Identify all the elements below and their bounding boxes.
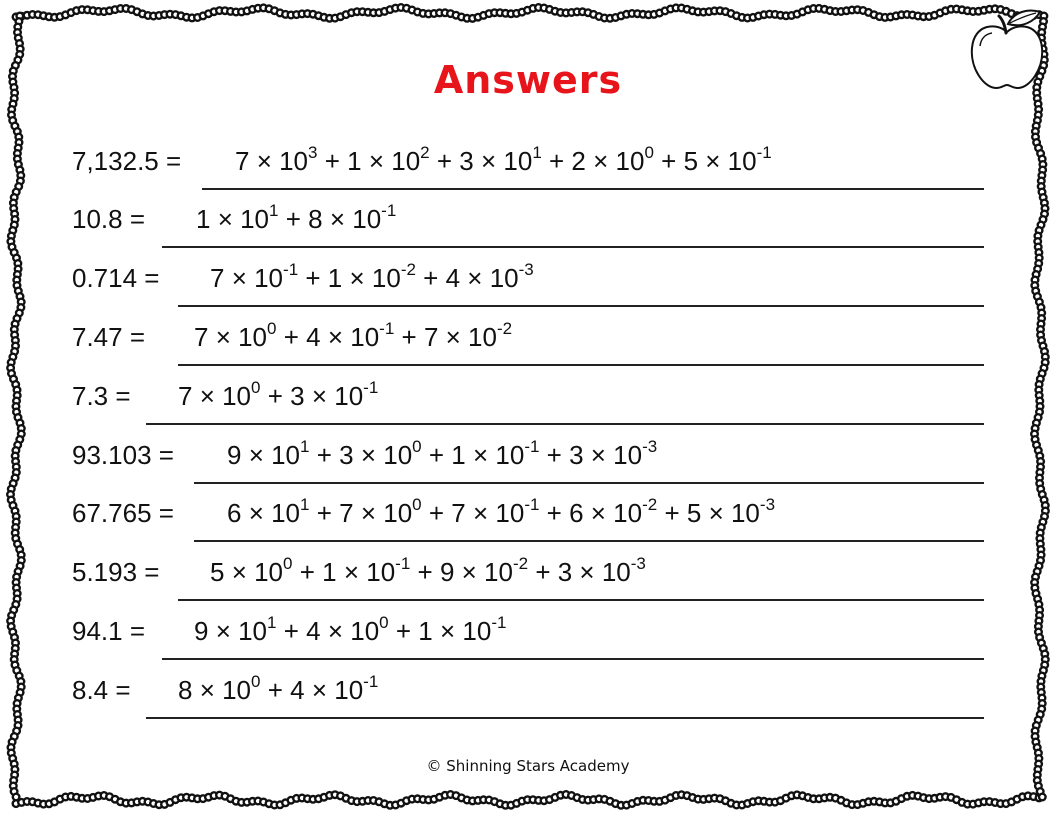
- decimal-number: 7.3 =: [72, 381, 131, 411]
- term-digit: 5: [683, 146, 699, 176]
- decimal-number: 8.4 =: [72, 675, 131, 705]
- exponent: -1: [756, 143, 772, 162]
- answer-line: [146, 717, 984, 719]
- expanded-term: [210, 554, 293, 587]
- expanded-form: [210, 260, 534, 297]
- exponent: -1: [363, 378, 379, 397]
- times-ten: × 10: [342, 263, 401, 293]
- answer-line: [162, 658, 984, 660]
- expanded-term: [557, 554, 646, 587]
- times-ten: × 10: [353, 498, 413, 528]
- term-digit: 7: [423, 322, 439, 352]
- expanded-term: [451, 495, 540, 528]
- term-digit: 8: [308, 204, 323, 234]
- term-digit: 1: [451, 440, 466, 470]
- plus-sign: +: [309, 498, 340, 528]
- decimal-number: 94.1 =: [72, 616, 146, 646]
- decimal-number: 0.714 =: [72, 263, 160, 293]
- expanded-term: [347, 143, 430, 176]
- term-digit: 3: [339, 440, 354, 470]
- expanded-term: [339, 437, 422, 470]
- expanded-form: [235, 143, 772, 180]
- answer-line: [178, 305, 984, 307]
- expanded-term: [327, 260, 416, 293]
- plus-sign: +: [410, 557, 440, 587]
- answer-row: [72, 260, 984, 321]
- times-ten: × 10: [224, 557, 284, 587]
- times-ten: × 10: [322, 204, 382, 234]
- answer-row: [72, 378, 984, 439]
- answer-line: [178, 599, 984, 601]
- plus-sign: +: [260, 675, 291, 705]
- answer-line: [146, 423, 984, 425]
- expanded-term: [290, 672, 379, 705]
- expanded-term: [569, 437, 658, 470]
- times-ten: × 10: [432, 616, 492, 646]
- exponent: -3: [642, 437, 658, 456]
- expanded-term: [451, 437, 540, 470]
- expanded-form: [178, 378, 379, 415]
- answer-row: [72, 495, 984, 556]
- exponent: -2: [642, 495, 658, 514]
- decimal-number: 93.103 =: [72, 440, 174, 470]
- term-digit: 4: [306, 616, 321, 646]
- exponent: -1: [524, 495, 540, 514]
- exponent: 0: [251, 378, 261, 397]
- exponent: -1: [379, 319, 395, 338]
- term-digit: 7: [339, 498, 354, 528]
- term-digit: 5: [210, 557, 225, 587]
- expanded-term: [418, 613, 507, 646]
- times-ten: × 10: [473, 146, 533, 176]
- expanded-form: [178, 672, 379, 709]
- term-digit: 3: [569, 440, 584, 470]
- expanded-term: [686, 495, 776, 528]
- times-ten: × 10: [304, 675, 364, 705]
- times-ten: × 10: [304, 381, 364, 411]
- exponent: 0: [267, 319, 277, 338]
- exponent: 1: [269, 201, 279, 220]
- exponent: -2: [512, 554, 529, 573]
- exponent: -3: [759, 495, 776, 514]
- expanded-term: [439, 554, 529, 587]
- term-digit: 7: [194, 322, 209, 352]
- times-ten: × 10: [208, 616, 268, 646]
- plus-sign: +: [541, 146, 572, 176]
- expanded-form: [227, 437, 658, 474]
- times-ten: × 10: [320, 322, 380, 352]
- plus-sign: +: [657, 498, 687, 528]
- expanded-term: [569, 495, 658, 528]
- plus-sign: +: [421, 498, 452, 528]
- times-ten: × 10: [454, 557, 513, 587]
- times-ten: × 10: [336, 557, 396, 587]
- plus-sign: +: [429, 146, 460, 176]
- answer-row: [72, 201, 984, 262]
- exponent: 1: [300, 437, 310, 456]
- term-digit: 6: [227, 498, 242, 528]
- plus-sign: +: [539, 440, 570, 470]
- term-digit: 6: [569, 498, 584, 528]
- answer-line: [178, 364, 984, 366]
- exponent: 0: [412, 495, 422, 514]
- expanded-term: [339, 495, 422, 528]
- term-digit: 7: [210, 263, 225, 293]
- term-digit: 1: [327, 263, 343, 293]
- expanded-term: [322, 554, 411, 587]
- expanded-term: [306, 319, 395, 352]
- expanded-term: [178, 378, 261, 411]
- term-digit: 9: [194, 616, 209, 646]
- exponent: 0: [283, 554, 293, 573]
- exponent: 3: [308, 143, 318, 162]
- exponent: 0: [412, 437, 422, 456]
- expanded-term: [178, 672, 261, 705]
- expanded-term: [445, 260, 534, 293]
- decimal-number: 7,132.5 =: [72, 146, 182, 176]
- exponent: 0: [379, 613, 389, 632]
- exponent: 0: [644, 143, 654, 162]
- decimal-number: 10.8 =: [72, 204, 146, 234]
- plus-sign: +: [276, 322, 307, 352]
- exponent: 2: [420, 143, 430, 162]
- expanded-term: [306, 613, 389, 646]
- plus-sign: +: [394, 322, 424, 352]
- plus-sign: +: [528, 557, 558, 587]
- exponent: 1: [267, 613, 277, 632]
- term-digit: 1: [418, 616, 433, 646]
- plus-sign: +: [292, 557, 323, 587]
- exponent: -1: [395, 554, 411, 573]
- decimal-number: 67.765 =: [72, 498, 174, 528]
- expanded-term: [683, 143, 772, 176]
- exponent: -1: [491, 613, 507, 632]
- term-digit: 8: [178, 675, 193, 705]
- exponent: -1: [283, 260, 299, 279]
- plus-sign: +: [653, 146, 684, 176]
- term-digit: 7: [178, 381, 193, 411]
- times-ten: × 10: [465, 498, 525, 528]
- exponent: -1: [524, 437, 540, 456]
- plus-sign: +: [415, 263, 446, 293]
- term-digit: 7: [235, 146, 250, 176]
- term-digit: 4: [445, 263, 461, 293]
- term-digit: 3: [557, 557, 573, 587]
- times-ten: × 10: [460, 263, 519, 293]
- answer-line: [162, 246, 984, 248]
- exponent: -3: [630, 554, 646, 573]
- plus-sign: +: [276, 616, 307, 646]
- term-digit: 7: [451, 498, 466, 528]
- plus-sign: +: [317, 146, 348, 176]
- times-ten: × 10: [438, 322, 497, 352]
- times-ten: × 10: [353, 440, 413, 470]
- times-ten: × 10: [192, 381, 252, 411]
- plus-sign: +: [388, 616, 419, 646]
- term-digit: 4: [306, 322, 321, 352]
- times-ten: × 10: [361, 146, 421, 176]
- answer-row: [72, 672, 984, 733]
- plus-sign: +: [278, 204, 309, 234]
- exponent: 0: [251, 672, 261, 691]
- term-digit: 9: [227, 440, 242, 470]
- plus-sign: +: [298, 263, 328, 293]
- term-digit: 1: [347, 146, 362, 176]
- times-ten: × 10: [701, 498, 760, 528]
- plus-sign: +: [260, 381, 291, 411]
- times-ten: × 10: [583, 440, 643, 470]
- expanded-term: [235, 143, 318, 176]
- times-ten: × 10: [249, 146, 309, 176]
- answer-line: [194, 540, 984, 542]
- exponent: -2: [496, 319, 513, 338]
- times-ten: × 10: [320, 616, 380, 646]
- exponent: -3: [518, 260, 534, 279]
- expanded-form: [210, 554, 646, 591]
- answer-row: [72, 143, 984, 204]
- expanded-term: [571, 143, 654, 176]
- exponent: 1: [532, 143, 542, 162]
- answer-row: [72, 319, 984, 380]
- times-ten: × 10: [583, 498, 643, 528]
- times-ten: × 10: [210, 204, 270, 234]
- exponent: -1: [363, 672, 379, 691]
- expanded-form: [194, 613, 507, 650]
- plus-sign: +: [421, 440, 452, 470]
- expanded-term: [210, 260, 299, 293]
- times-ten: × 10: [224, 263, 284, 293]
- expanded-term: [290, 378, 379, 411]
- times-ten: × 10: [698, 146, 757, 176]
- term-digit: 3: [290, 381, 305, 411]
- answer-row: [72, 554, 984, 615]
- expanded-form: [194, 319, 513, 356]
- expanded-form: [196, 201, 397, 238]
- times-ten: × 10: [208, 322, 268, 352]
- times-ten: × 10: [241, 498, 301, 528]
- term-digit: 9: [439, 557, 455, 587]
- term-digit: 3: [459, 146, 474, 176]
- exponent: -1: [381, 201, 397, 220]
- term-digit: 2: [571, 146, 586, 176]
- plus-sign: +: [309, 440, 340, 470]
- term-digit: 1: [196, 204, 211, 234]
- copyright-footer: © Shinning Stars Academy: [426, 757, 630, 775]
- term-digit: 5: [686, 498, 702, 528]
- expanded-term: [227, 495, 310, 528]
- times-ten: × 10: [241, 440, 301, 470]
- times-ten: × 10: [585, 146, 645, 176]
- times-ten: × 10: [572, 557, 631, 587]
- expanded-term: [308, 201, 397, 234]
- answer-line: [194, 482, 984, 484]
- expanded-form: [227, 495, 776, 532]
- answer-line: [202, 188, 984, 190]
- expanded-term: [459, 143, 542, 176]
- answer-row: [72, 437, 984, 498]
- times-ten: × 10: [192, 675, 252, 705]
- term-digit: 4: [290, 675, 305, 705]
- term-digit: 1: [322, 557, 337, 587]
- expanded-term: [423, 319, 513, 352]
- times-ten: × 10: [465, 440, 525, 470]
- decimal-number: 5.193 =: [72, 557, 160, 587]
- exponent: 1: [300, 495, 310, 514]
- page-title: Answers: [433, 58, 623, 102]
- expanded-term: [194, 613, 277, 646]
- expanded-term: [227, 437, 310, 470]
- decimal-number: 7.47 =: [72, 322, 146, 352]
- plus-sign: +: [539, 498, 570, 528]
- expanded-term: [196, 201, 279, 234]
- exponent: -2: [400, 260, 416, 279]
- expanded-term: [194, 319, 277, 352]
- answer-row: [72, 613, 984, 674]
